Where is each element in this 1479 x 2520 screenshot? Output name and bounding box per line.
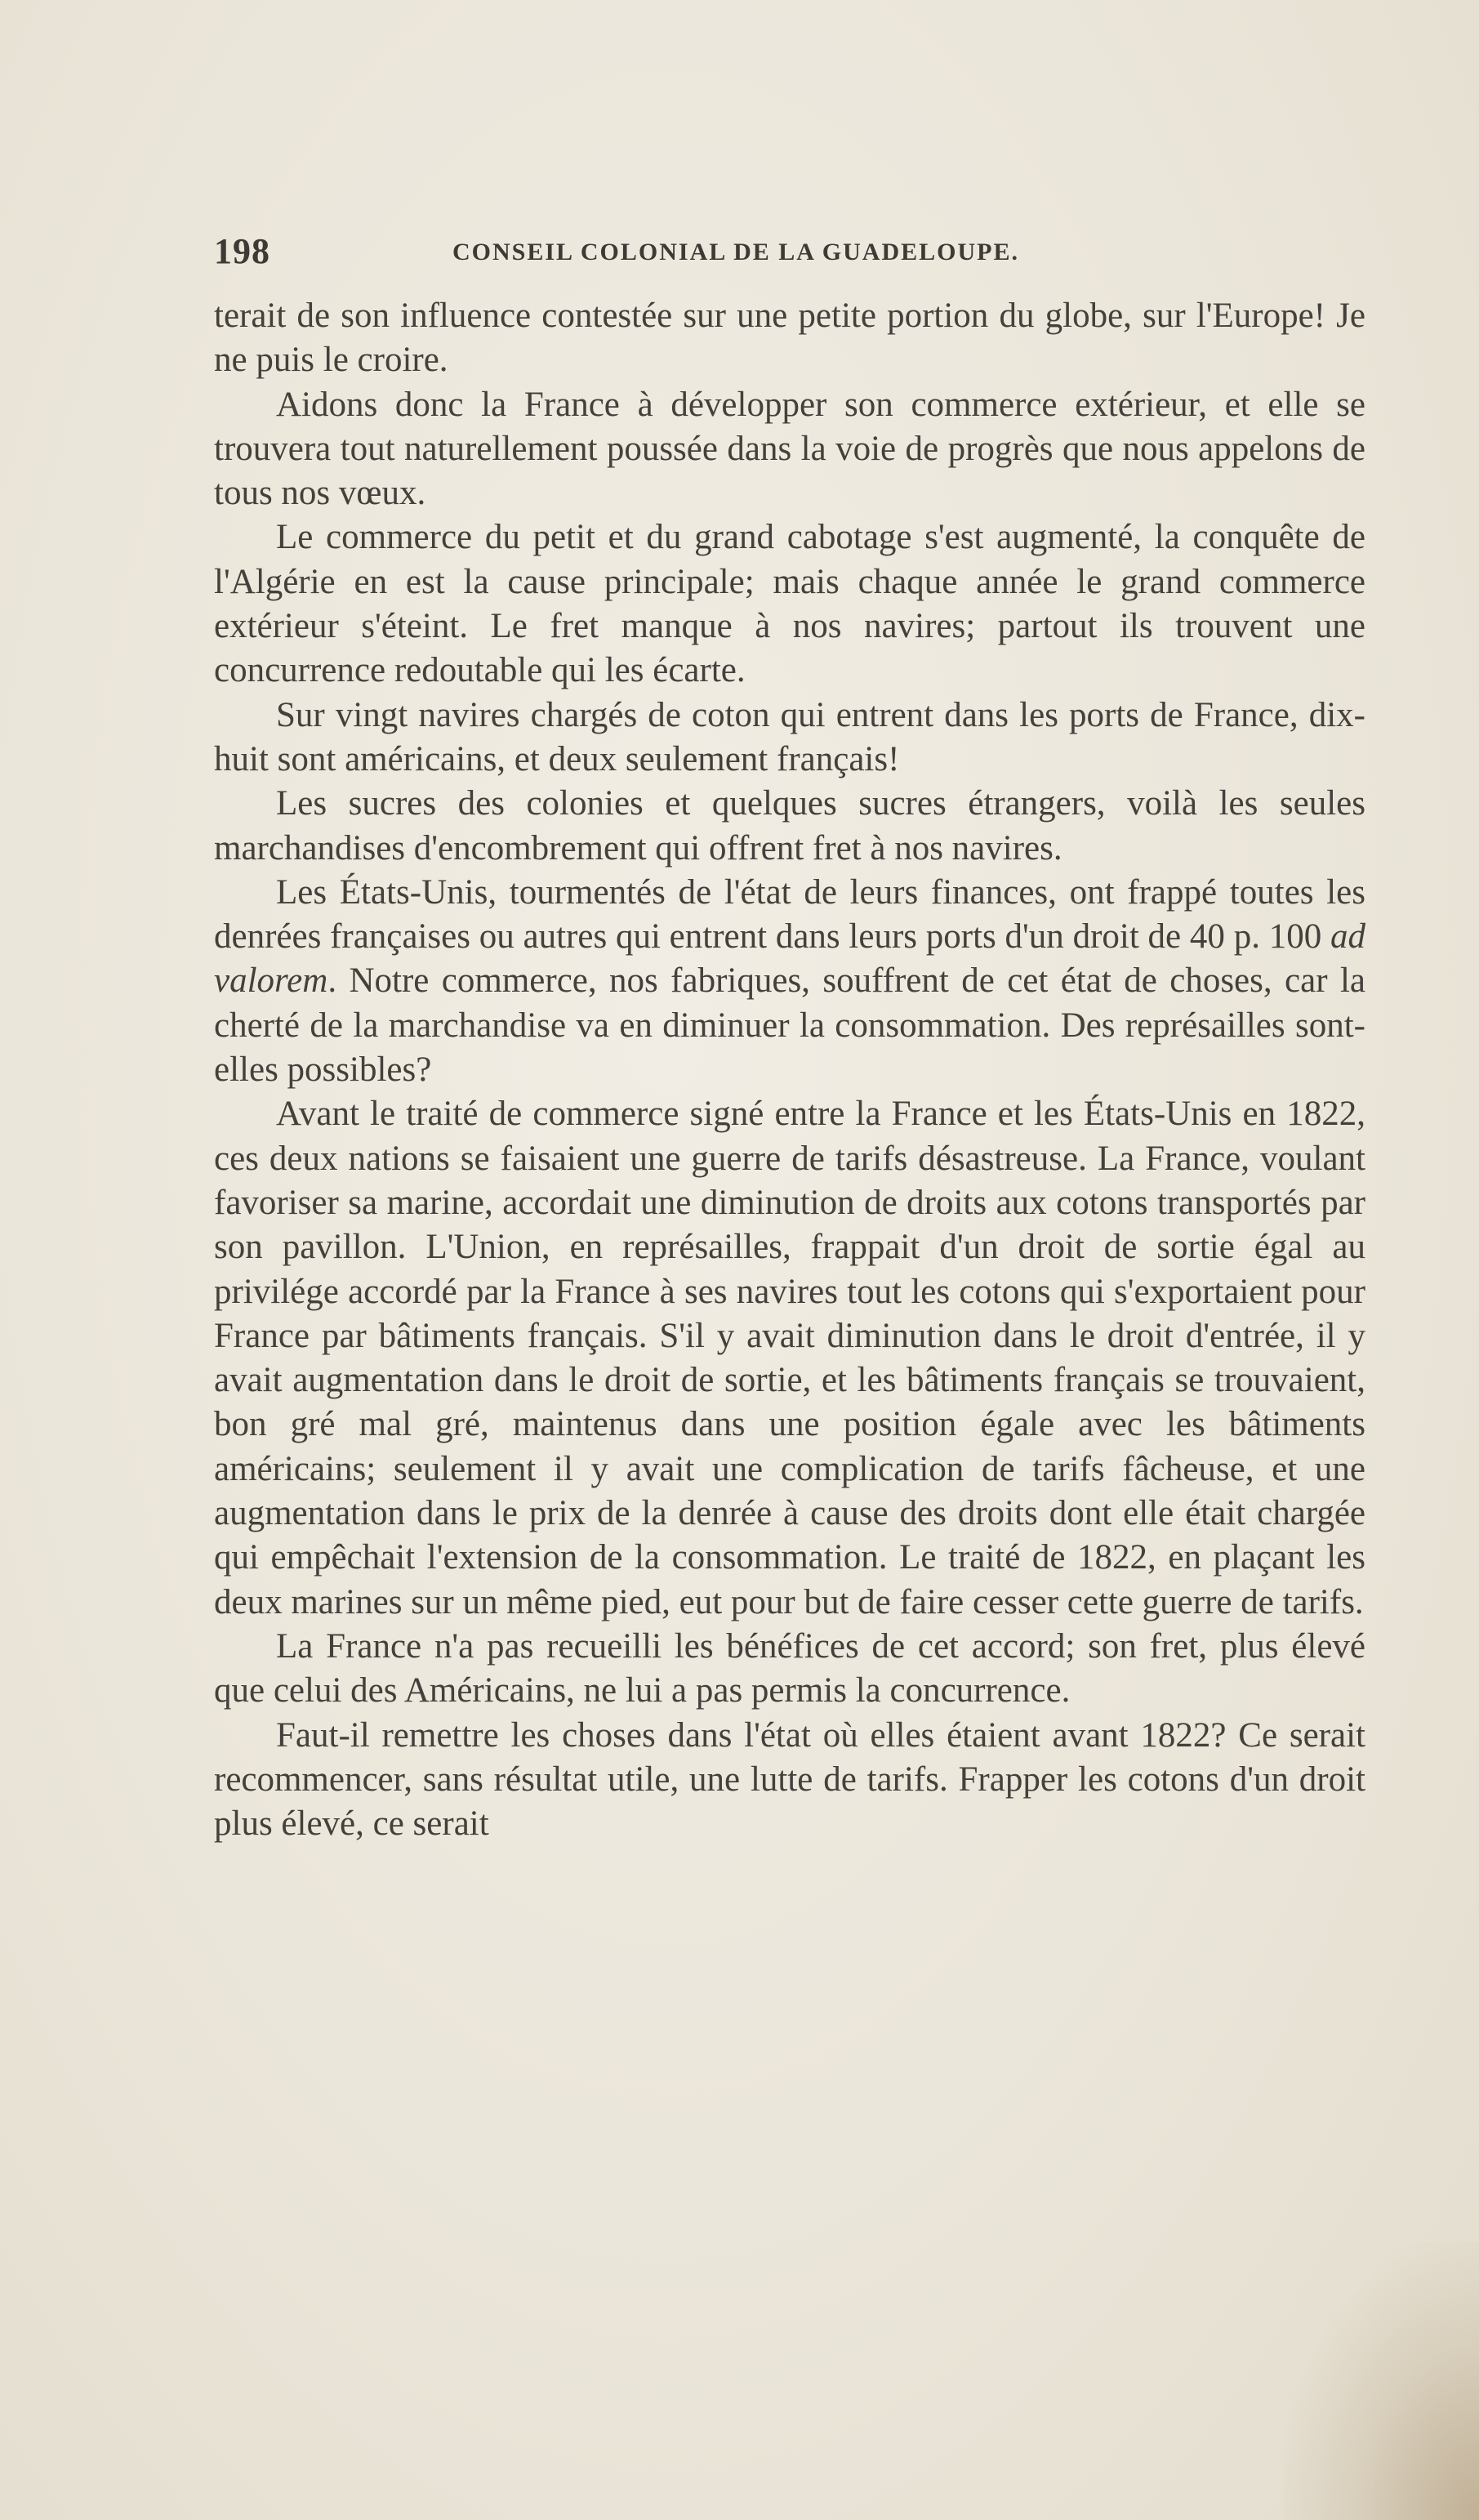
page-header — [214, 230, 1129, 279]
paragraph — [214, 871, 1365, 1092]
paragraph: Le commerce du petit et du grand cabotage s'est augmenté, la conquête de l'Algérie en est la cause principale; mais chaque année le grand commerce extérieur s'éteint. Le fret manque à nos navires; partout ils trouvent une concurrence redoutable qui les écarte. — [214, 518, 1365, 690]
paragraph-text: Les États-Unis, tourmentés de l'état de leurs finances, ont frappé toutes les denrées françaises ou autres qui entrent dans leurs ports d'un droit de 40 p. 100 — [214, 872, 1365, 957]
paragraph: Les sucres des colonies et quelques sucres étrangers, voilà les seules marchandises d'encombrement qui offrent fret à nos navires. — [214, 784, 1365, 868]
paragraph: Faut-il remettre les choses dans l'état où elles étaient avant 1822? Ce serait recommencer, sans résultat utile, une lutte de tarifs. Frapper les cotons d'un droit plus élevé, ce serait — [214, 1715, 1365, 1844]
paragraph: La France n'a pas recueilli les bénéfices de cet accord; son fret, plus élevé que celui des Américains, ne lui a pas permis la concurrence. — [214, 1626, 1365, 1710]
paragraph: Avant le traité de commerce signé entre la France et les États-Unis en 1822, ces deux nations se faisaient une guerre de tarifs désastreuse. La France, voulant favoriser sa marine, accordait une diminution de droits aux cotons transportés par son pavillon. L'Union, en représailles, frappait d'un droit de sortie égal au privilége accordé par la France à ses navires tout les cotons qui s'exportaient pour France par bâtiments français. S'il y avait diminution dans le droit d'entrée, il y avait augmentation dans le droit de sortie, et les bâtiments français se trouvaient, bon gré mal gré, maintenus dans une position égale avec les bâtiments américains; seulement il y avait une complication de tarifs fâcheuse, et une augmentation dans le prix de la denrée à cause des droits dont elle était chargée qui empêchait l'extension de la consommation. Le traité de 1822, en plaçant les deux marines sur un même pied, eut pour but de faire cesser cette guerre de tarifs. — [214, 1095, 1365, 1621]
paragraph: Aidons donc la France à développer son commerce extérieur, et elle se trouvera tout naturellement poussée dans la voie de progrès que nous appelons de tous nos vœux. — [214, 385, 1365, 513]
body-text — [214, 294, 1365, 1846]
page-number: 198 — [214, 231, 270, 271]
paragraph-continuation: terait de son influence contestée sur une petite portion du globe, sur l'Europe! Je ne puis le croire. — [214, 297, 1365, 380]
latin-term: ad valorem — [214, 917, 1365, 1001]
running-title: CONSEIL COLONIAL DE LA GUADELOUPE. — [452, 239, 1019, 265]
paragraph: Sur vingt navires chargés de coton qui entrent dans les ports de France, dix-huit sont américains, et deux seulement français! — [214, 695, 1365, 778]
page-corner-stain — [1283, 2242, 1479, 2520]
paragraph-text: . Notre commerce, nos fabriques, souffrent de cet état de choses, car la cherté de la marchandise va en diminuer la consommation. Des représailles sont-elles possibles? — [214, 961, 1365, 1090]
